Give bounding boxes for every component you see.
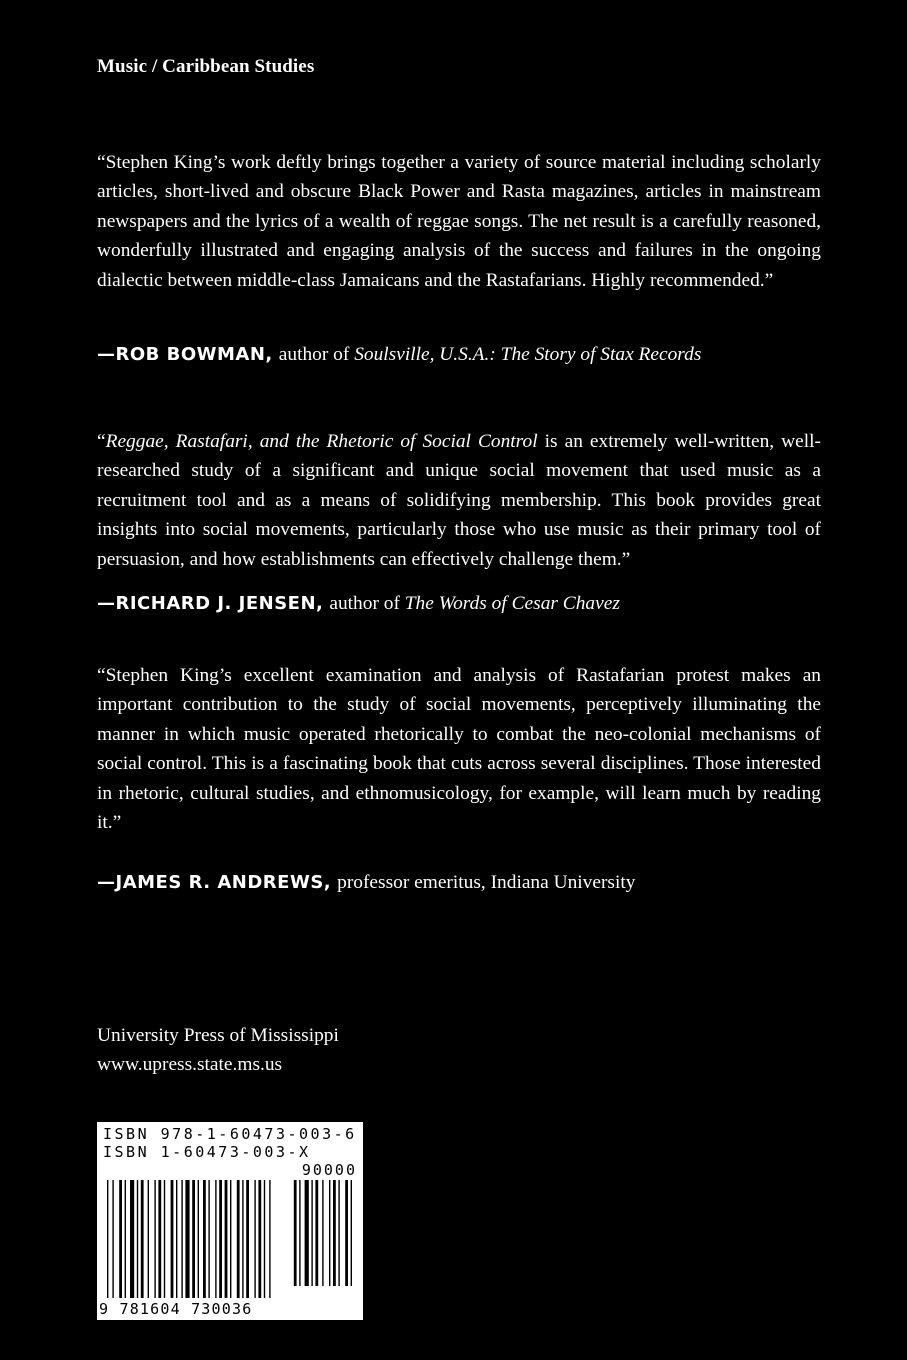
barcode-bar [242,1180,243,1298]
barcode-bar [246,1180,249,1298]
barcode-bar [112,1180,113,1298]
barcode-bar [264,1180,265,1298]
price-code: 90000 [301,1161,357,1179]
blurb-author-3: —JAMES R. ANDREWS, [97,872,332,893]
barcode-bar [141,1180,144,1298]
barcode-addon-bar [351,1180,352,1286]
blurb-role-3: professor emeritus, Indiana University [337,872,636,893]
isbn-barcode [97,1122,363,1320]
barcode-addon-bar [345,1180,348,1286]
blurb-quote-1: “Stephen King’s work deftly brings together a variety of source material including scholarly articles, short-lived and obscure Black Power and Rasta magazines, articles in mainstream newspapers and the lyrics of a wealth of reggae songs. The net result is a carefully reasoned, wonderfully illustrated and engaging analysis of the success and failures in the ongoing dialectic between middle-class Jamaicans and the Rastafarians. Highly recommended.” [97,152,821,291]
barcode-addon-bar [294,1180,297,1286]
barcode-bar [125,1180,126,1298]
blurb-attribution-2 [97,589,620,618]
barcode-addon-bar [315,1180,318,1286]
publisher-block [97,1021,339,1079]
barcode-bar [215,1180,216,1298]
barcode-bar [181,1180,182,1298]
blurb-author-1: —ROB BOWMAN, [97,344,273,365]
blurb-work-2: The Words of Cesar Chavez [404,593,620,614]
barcode-bar [219,1180,222,1298]
barcode-bar [171,1180,174,1298]
barcode-bar [148,1180,149,1298]
book-title: Reggae, Rastafari, and the Rhetoric of Social Control [105,431,538,452]
blurb-attribution-1 [97,340,701,369]
barcode-bar [237,1180,240,1298]
blurb-quote-2 [97,427,821,574]
barcode-bar [158,1180,161,1298]
barcode-bar [230,1180,231,1298]
isbn-10-label: ISBN 1-60473-003-X [103,1143,311,1161]
barcode-bar [107,1180,108,1298]
barcode-addon-bar [322,1180,323,1286]
barcode-bar [164,1180,165,1298]
blurb-role-1: author of [278,344,350,365]
open-quote-mark: “ [97,431,106,452]
barcode-bar [254,1180,255,1298]
barcode-bar [198,1180,199,1298]
publisher-name: University Press of Mississippi [97,1025,339,1046]
barcode-bar [119,1180,122,1298]
barcode-addon-bar [333,1180,336,1286]
barcode-bar [225,1180,228,1298]
barcode-bar [176,1180,177,1298]
barcode-digits: 9 781604 730036 [99,1300,253,1318]
blurb-author-2: —RICHARD J. JENSEN, [97,593,324,614]
publisher-url: www.upress.state.ms.us [97,1054,283,1075]
barcode-addon-bar [338,1180,339,1286]
barcode-bar [185,1180,189,1298]
barcode-bars [105,1180,355,1298]
barcode-addon-bar [329,1180,330,1286]
blurb-quote-3: “Stephen King’s excellent examination and analysis of Rastafarian protest makes an important contribution to the study of social movements, perceptively illuminating the manner in which music operated rhetorically to combat the neo-colonial mechanisms of social control. This is a fascinating book that cuts across several disciplines. Those interested in rhetoric, cultural studies, and ethnomusicology, for example, will learn much by reading it.” [97,665,821,834]
blurb-role-2: author of [329,593,400,614]
isbn-13-label: ISBN 978-1-60473-003-6 [103,1125,357,1143]
barcode-addon-bar [305,1180,309,1286]
blurb-quote-2-text: is an extremely well-written, well-researched study of a significant and unique social movement that used music as a recruitment tool and as a means of solidifying membership. This book provides great insights into social movements, particularly those who use music as their primary tool of persuasion, and how establishments can effectively challenge them.” [97,431,821,570]
barcode-bar [258,1180,261,1298]
barcode-bar [208,1180,209,1298]
barcode-bar [203,1180,206,1298]
barcode-addon-bar [311,1180,312,1286]
barcode-bar [137,1180,138,1298]
barcode-bar [269,1180,270,1298]
category-label: Music / Caribbean Studies [97,56,315,77]
blurb-attribution-3 [97,868,635,897]
barcode-bar [130,1180,134,1298]
blurb-work-1: Soulsville, U.S.A.: The Story of Stax Records [354,344,702,365]
barcode-bar [154,1180,155,1298]
barcode-bar [192,1180,195,1298]
barcode-addon-bar [299,1180,300,1286]
